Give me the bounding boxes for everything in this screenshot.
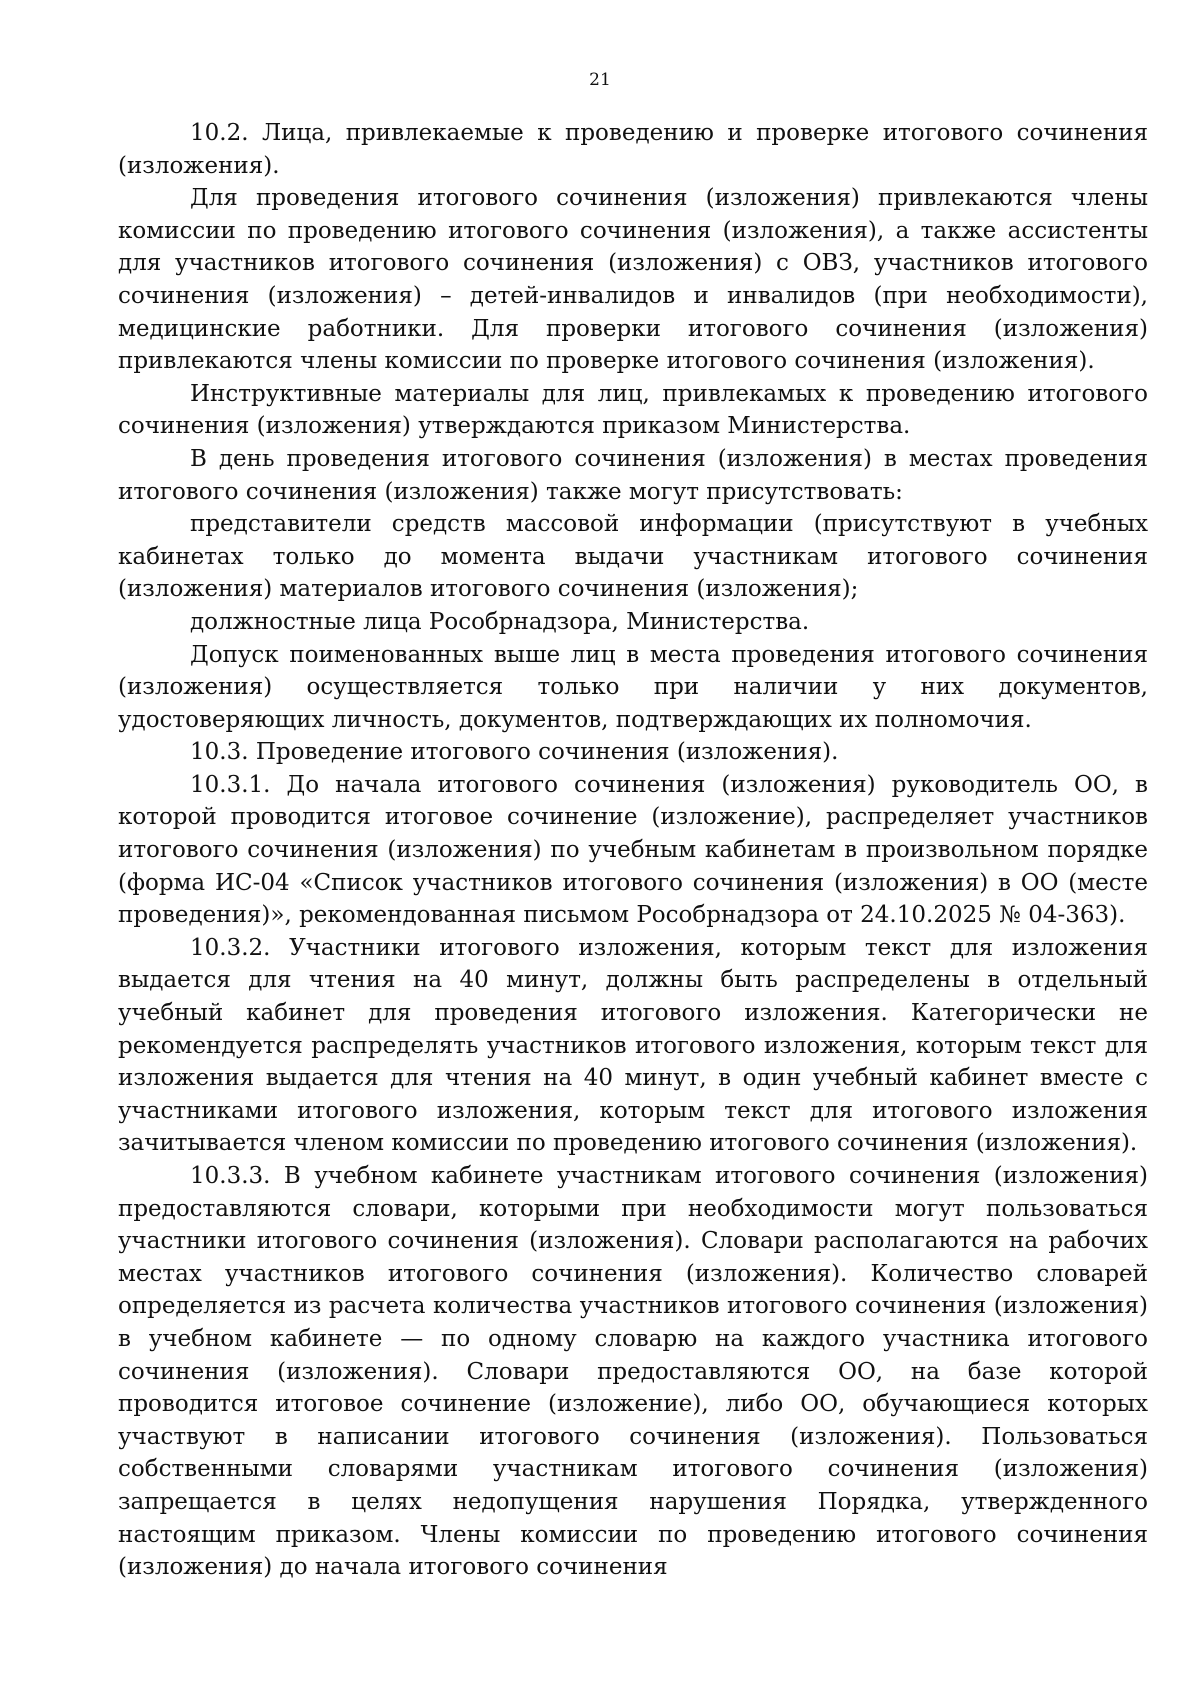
paragraph-10-3-2: 10.3.2. Участники итогового изложения, которым текст для изложения выдается для чтения на 40 минут, должны быть распределены в отдельный учебный кабинет для проведения итогового изложения. Категорически не рекомендуется распределять участников итогового изложения, которым текст для изложения выдается для чтения на 40 минут, в один учебный кабинет вместе с участниками итогового изложения, которым текст для итогового изложения зачитывается членом комиссии по проведению итогового сочинения (изложения). — [118, 934, 1148, 1157]
paragraph-attendance-intro: В день проведения итогового сочинения (изложения) в местах проведения итогового сочинения (изложения) также могут присутствовать: — [118, 445, 1148, 505]
paragraph-10-3-3: 10.3.3. В учебном кабинете участникам итогового сочинения (изложения) предоставляются словари, которыми при необходимости могут пользоваться участники итогового сочинения (изложения). Словари располагаются на рабочих местах участников итогового сочинения (изложения). Количество словарей определяется из расчета количества участников итогового сочинения (изложения) в учебном кабинете — по одному словарю на каждого участника итогового сочинения (изложения). Словари предоставляются ОО, на базе которой проводится итоговое сочинение (изложение), либо ОО, обучающиеся которых участвуют в написании итогового сочинения (изложения). Пользоваться собственными словарями участникам итогового сочинения (изложения) запрещается в целях недопущения нарушения Порядка, утвержденного настоящим приказом. Члены комиссии по проведению итогового сочинения (изложения) до начала итогового сочинения — [118, 1163, 1148, 1581]
paragraph-commission-members: Для проведения итогового сочинения (изложения) привлекаются члены комиссии по проведению итогового сочинения (изложения), а также ассистенты для участников итогового сочинения (изложения) с ОВЗ, участников итогового сочинения (изложения) – детей-инвалидов и инвалидов (при необходимости), медицинские работники. Для проверки итогового сочинения (изложения) привлекаются члены комиссии по проверке итогового сочинения (изложения). — [118, 185, 1148, 375]
paragraph-10-3-heading: 10.3. Проведение итогового сочинения (изложения). — [190, 739, 839, 766]
paragraph-admission: Допуск поименованных выше лиц в места проведения итогового сочинения (изложения) осуществляется только при наличии у них документов, удостоверяющих личность, документов, подтверждающих их полномочия. — [118, 641, 1148, 733]
paragraph-10-2-heading: 10.2. Лица, привлекаемые к проведению и проверке итогового сочинения (изложения). — [118, 120, 1148, 179]
document-body — [118, 117, 1148, 1584]
paragraph-media-representatives: представители средств массовой информации (присутствуют в учебных кабинетах только до момента выдачи участникам итогового сочинения (изложения) материалов итогового сочинения (изложения); — [118, 511, 1148, 603]
page-number: 21 — [589, 70, 611, 90]
paragraph-instructive-materials: Инструктивные материалы для лиц, привлекамых к проведению итогового сочинения (изложения) утверждаются приказом Министерства. — [118, 380, 1148, 440]
paragraph-officials: должностные лица Рособрнадзора, Министерства. — [190, 608, 810, 635]
paragraph-10-3-1: 10.3.1. До начала итогового сочинения (изложения) руководитель ОО, в которой проводится итоговое сочинение (изложение), распределяет участников итогового сочинения (изложения) по учебным кабинетам в произвольном порядке (форма ИС-04 «Список участников итогового сочинения (изложения) в ОО (месте проведения)», рекомендованная письмом Рособрнадзора от 24.10.2025 № 04-363). — [118, 771, 1148, 929]
